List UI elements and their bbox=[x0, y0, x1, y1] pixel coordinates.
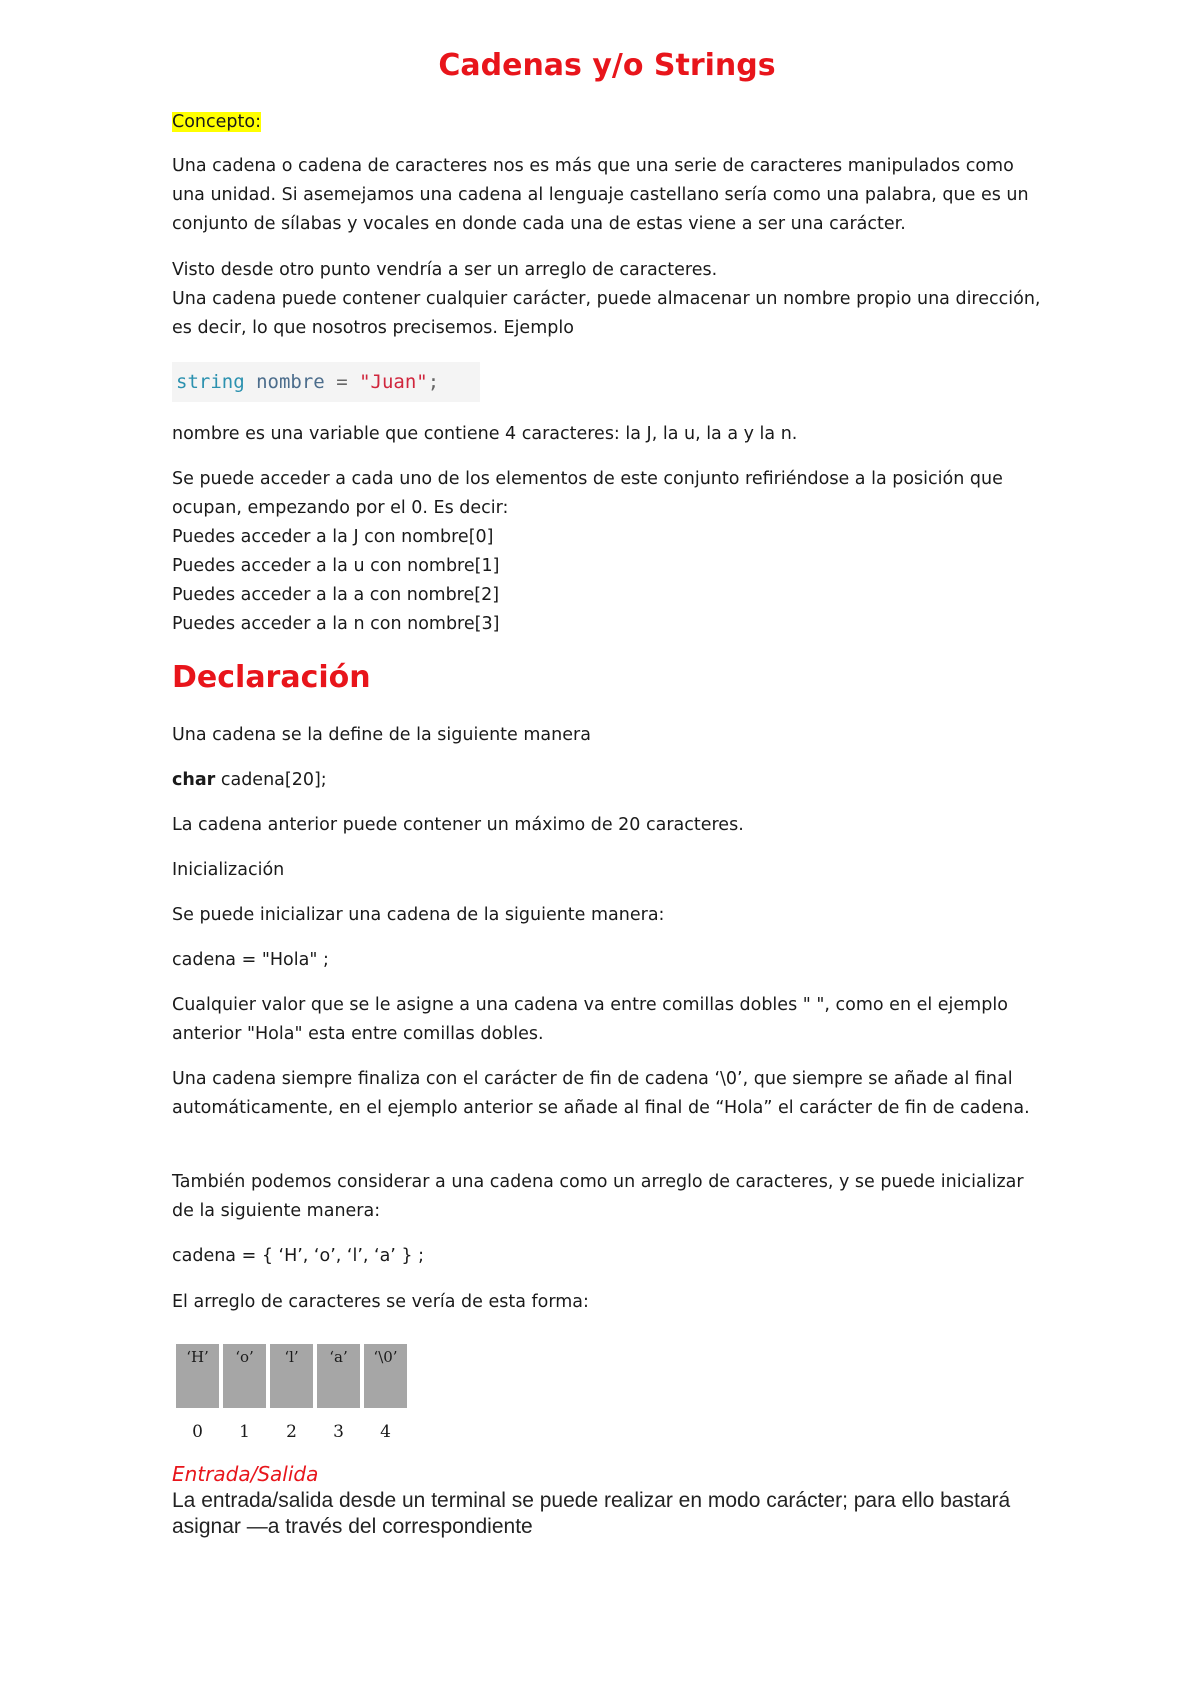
array-cell: ‘H’ bbox=[176, 1344, 219, 1408]
code-identifier: nombre bbox=[256, 371, 325, 393]
array-index: 0 bbox=[192, 1422, 203, 1442]
concepto-label: Concepto: bbox=[172, 112, 261, 132]
paragraph-definition: Una cadena o cadena de caracteres nos es más que una serie de caracteres manipulados como una unidad. Si asemejamos una cadena al lenguaje castellano sería como una palabra, que es un conjunto de sílabas y vocales en donde cada una de estas viene a ser una carácter. bbox=[172, 156, 1029, 234]
paragraph-tambien: También podemos considerar a una cadena como un arreglo de caracteres, y se puede inicializar de la siguiente manera: bbox=[172, 1172, 1024, 1221]
access-line: Puedes acceder a la a con nombre[2] bbox=[172, 585, 500, 605]
array-index: 3 bbox=[333, 1422, 344, 1442]
paragraph-cadena-hola: cadena = "Hola" ; bbox=[172, 950, 329, 970]
paragraph-inicializacion: Inicialización bbox=[172, 860, 285, 880]
paragraph-acceder-text: Se puede acceder a cada uno de los elementos de este conjunto refiriéndose a la posición que ocupan, empezando por el 0. Es decir: bbox=[172, 469, 1003, 518]
access-line: Puedes acceder a la J con nombre[0] bbox=[172, 527, 494, 547]
array-index: 2 bbox=[286, 1422, 297, 1442]
array-index: 1 bbox=[239, 1422, 250, 1442]
paragraph-maximo: La cadena anterior puede contener un máximo de 20 caracteres. bbox=[172, 815, 744, 835]
paragraph-inicializar: Se puede inicializar una cadena de la siguiente manera: bbox=[172, 905, 665, 925]
array-cell: ‘a’ bbox=[317, 1344, 360, 1408]
code-string: "Juan" bbox=[359, 371, 428, 393]
array-cell: ‘o’ bbox=[223, 1344, 266, 1408]
concepto-heading bbox=[172, 108, 1042, 137]
access-line: Puedes acceder a la u con nombre[1] bbox=[172, 556, 500, 576]
code-keyword: string bbox=[176, 371, 245, 393]
paragraph-forma: El arreglo de caracteres se vería de esta forma: bbox=[172, 1292, 589, 1312]
paragraph-arreglo bbox=[172, 256, 1042, 343]
code-example bbox=[172, 362, 480, 402]
page-title: Cadenas y/o Strings bbox=[438, 48, 776, 83]
paragraph-acceder bbox=[172, 465, 1042, 639]
code-operator: = bbox=[336, 371, 348, 393]
array-cell: ‘l’ bbox=[270, 1344, 313, 1408]
array-index: 4 bbox=[380, 1422, 391, 1442]
char-decl-rest: cadena[20]; bbox=[215, 770, 327, 790]
paragraph-arreglo-line1: Visto desde otro punto vendría a ser un arreglo de caracteres. bbox=[172, 260, 718, 280]
paragraph-comillas: Cualquier valor que se le asigne a una cadena va entre comillas dobles " ", como en el ejemplo anterior "Hola" esta entre comillas dobles. bbox=[172, 995, 1008, 1044]
heading-entrada-salida: Entrada/Salida bbox=[172, 1462, 319, 1486]
paragraph-arreglo-line2: Una cadena puede contener cualquier carácter, puede almacenar un nombre propio una dirección, es decir, lo que nosotros precisemos. Ejemplo bbox=[172, 289, 1041, 338]
paragraph-cadena-arreglo: cadena = { ‘H’, ‘o’, ‘l’, ‘a’ } ; bbox=[172, 1246, 425, 1266]
array-cell: ‘\0’ bbox=[364, 1344, 407, 1408]
code-semicolon: ; bbox=[427, 371, 440, 393]
access-line: Puedes acceder a la n con nombre[3] bbox=[172, 614, 500, 634]
char-keyword: char bbox=[172, 770, 216, 790]
paragraph-nombre: nombre es una variable que contiene 4 caracteres: la J, la u, la a y la n. bbox=[172, 424, 798, 444]
paragraph-define: Una cadena se la define de la siguiente manera bbox=[172, 725, 591, 745]
paragraph-entrada-salida: La entrada/salida desde un terminal se puede realizar en modo carácter; para ello bastará asignar —a través del correspondiente bbox=[172, 1489, 1011, 1538]
paragraph-fin-cadena: Una cadena siempre finaliza con el carácter de fin de cadena ‘\0’, que siempre se añade al final automáticamente, en el ejemplo anterior se añade al final de “Hola” el carácter de fin de cadena. bbox=[172, 1069, 1030, 1118]
heading-declaracion: Declaración bbox=[172, 660, 371, 695]
paragraph-char-decl bbox=[172, 766, 1042, 795]
